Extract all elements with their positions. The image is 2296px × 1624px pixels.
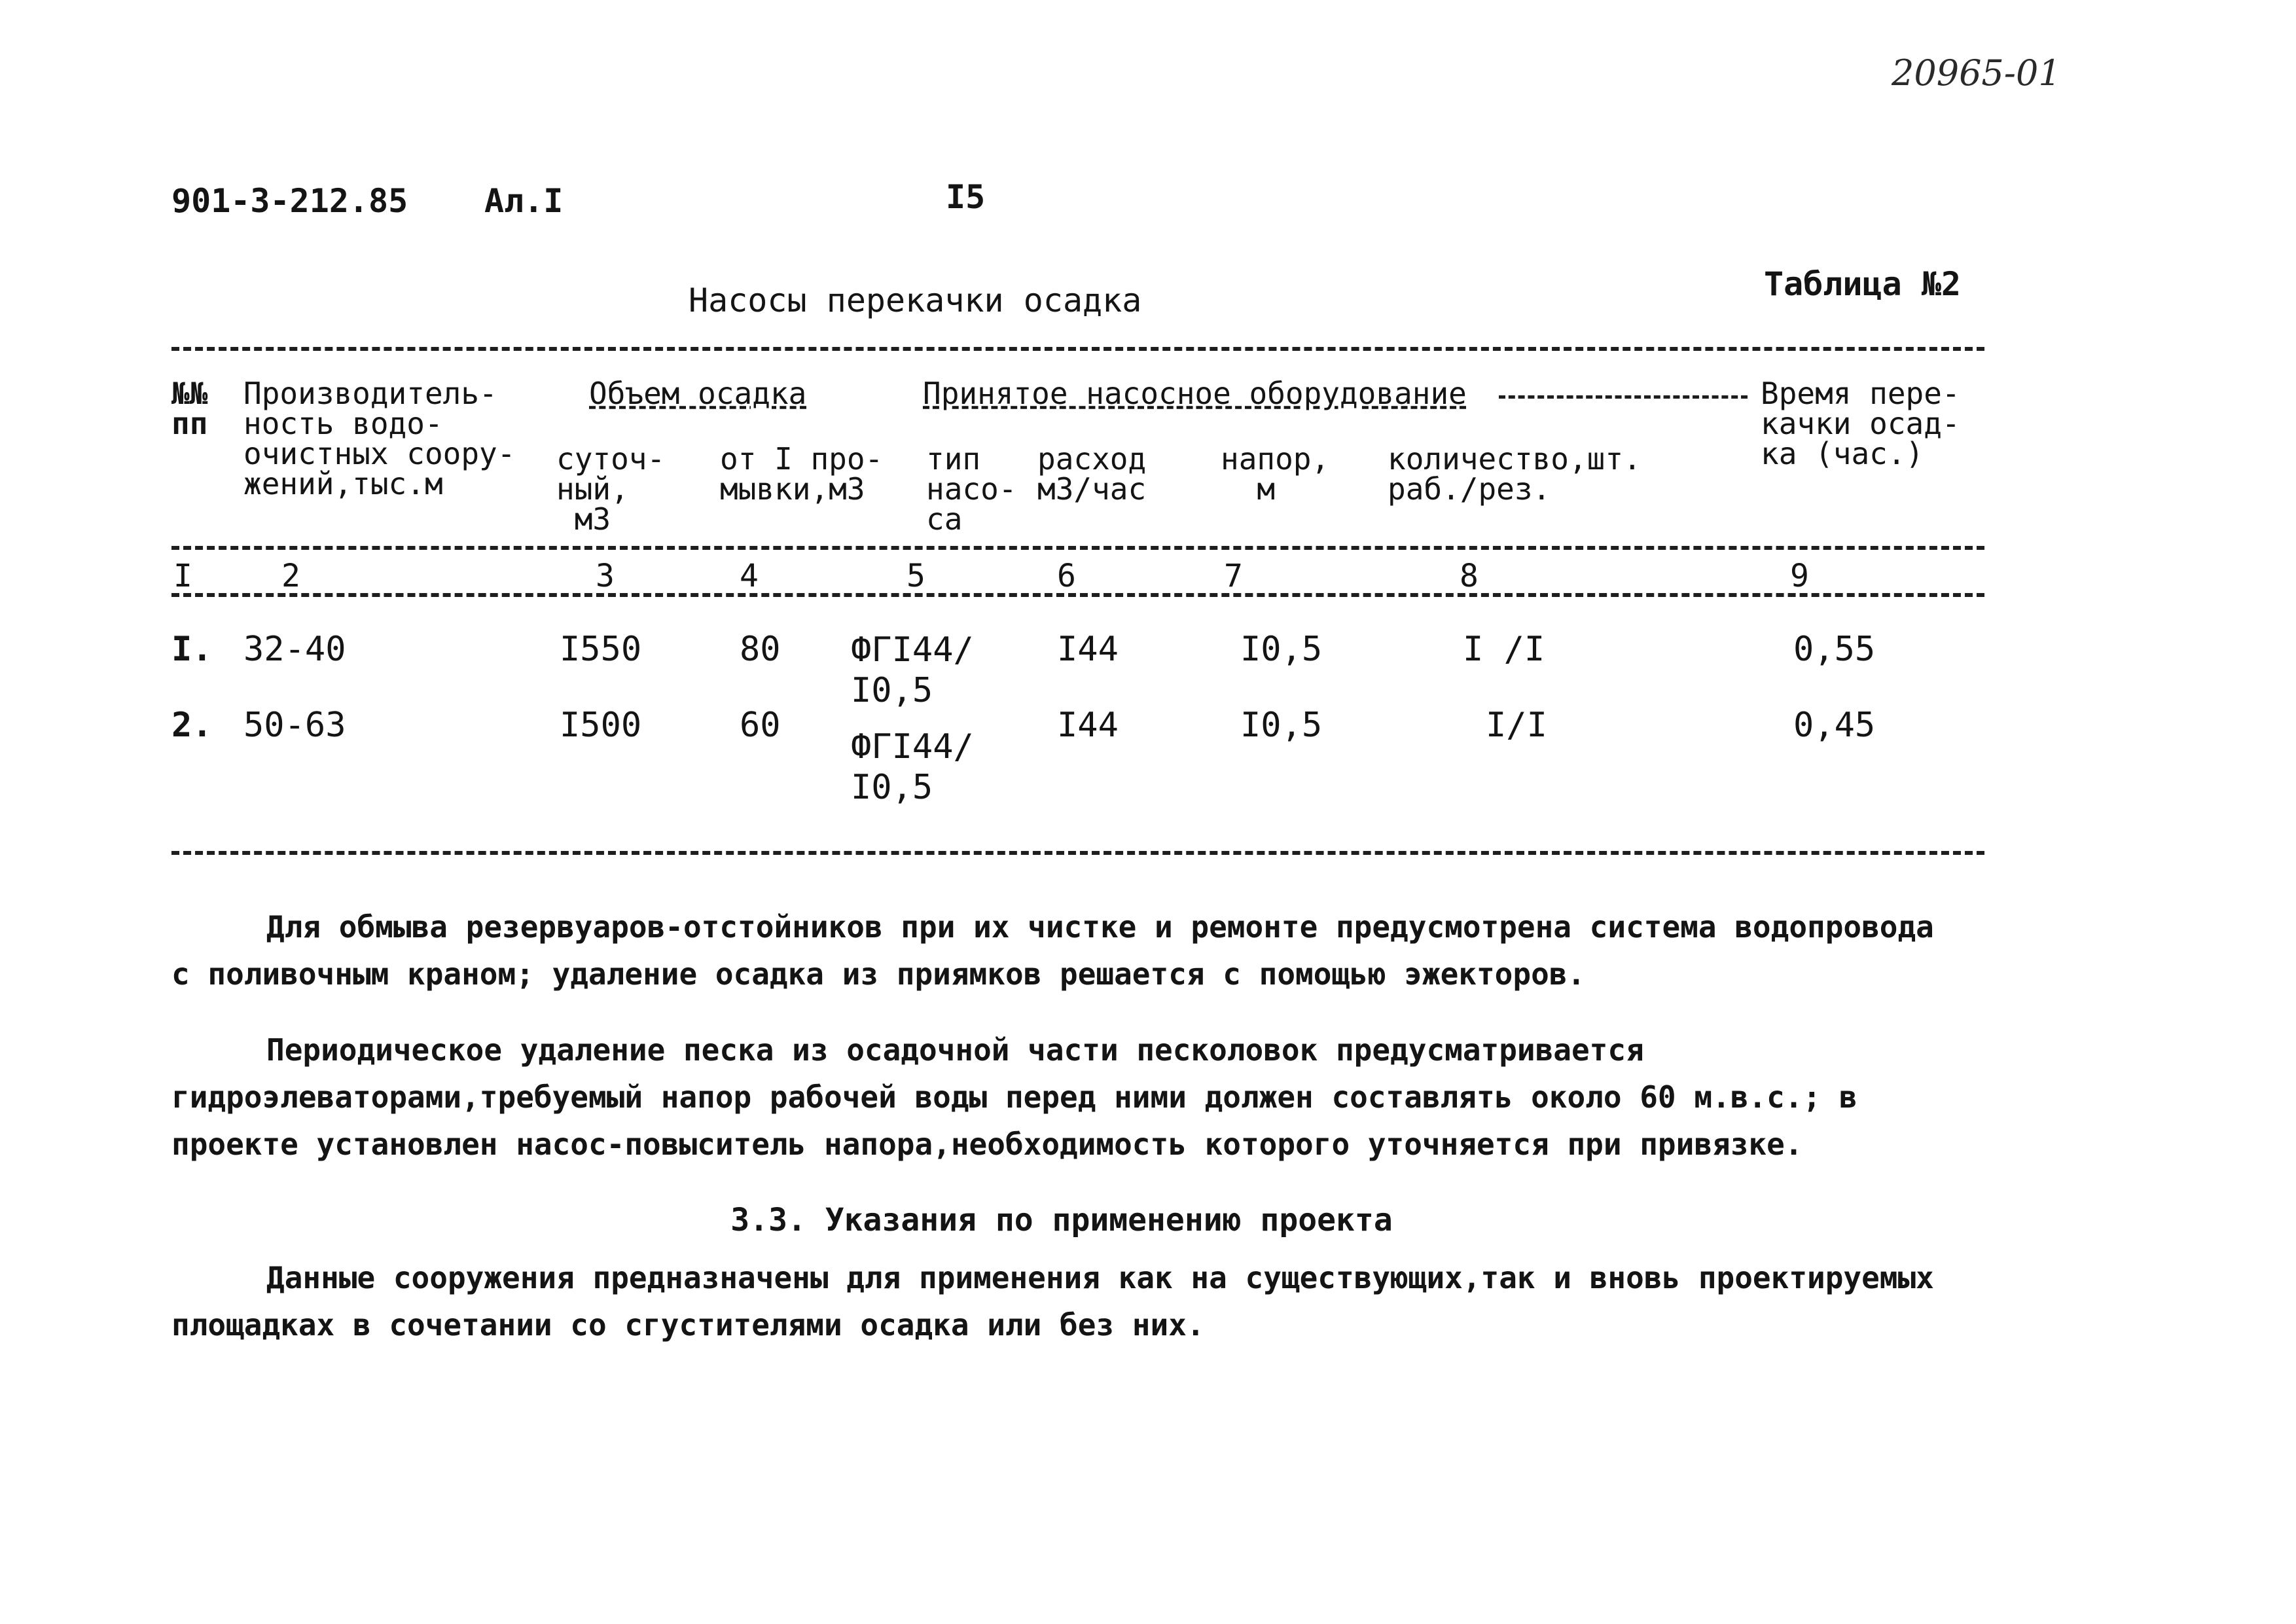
column-number-7: 7 xyxy=(1224,558,1243,594)
cell-pump-type: ФГI44/ I0,5 xyxy=(851,630,974,710)
cell-wash-volume: 60 xyxy=(740,706,781,745)
section-text: Данные сооружения предназначены для применения как на существующих,так и вновь проектируемых площадках в сочетании со сгустителями осадка или без них. xyxy=(171,1260,1934,1343)
header-wash-volume: от I про- мывки,м3 xyxy=(720,441,884,507)
column-number-9: 9 xyxy=(1790,558,1809,594)
cell-quantity: I/I xyxy=(1486,706,1547,745)
cell-flow-rate: I44 xyxy=(1057,630,1119,669)
cell-wash-volume: 80 xyxy=(740,630,781,669)
header-pump-type: тип насо- са xyxy=(926,441,1017,537)
cell-daily-volume: I500 xyxy=(560,706,642,745)
header-group-equipment-dashes xyxy=(1499,395,1748,399)
paragraph-sand-removal: Периодическое удаление песка из осадочной части песколовок предусматривается гидроэлеваторами,требуемый напор рабочей воды перед ними должен составлять около 60 м.в.с.; в проекте установлен насос-повыситель напора,необходимость которого уточняется при привязке. xyxy=(171,1032,1857,1162)
cell-pump-type: ФГI44/ I0,5 xyxy=(851,727,974,807)
cell-capacity: 32-40 xyxy=(243,630,346,669)
header-bottom-rule xyxy=(171,546,1984,550)
table-bottom-rule xyxy=(171,851,1984,855)
cell-daily-volume: I550 xyxy=(560,630,642,669)
cell-pressure: I0,5 xyxy=(1240,706,1323,745)
header-flow-rate: расход м3/час xyxy=(1037,441,1147,507)
header-transfer-time: Время пере- качки осад- ка (час.) xyxy=(1761,376,1960,471)
cell-quantity: I /I xyxy=(1463,630,1545,669)
document-number-handwritten: 20965-01 xyxy=(1892,52,2061,94)
header-pressure: напор, м xyxy=(1221,441,1330,507)
header-group-equipment: Принятое насосное оборудование xyxy=(923,376,1467,411)
column-number-8: 8 xyxy=(1460,558,1479,594)
column-number-1: I xyxy=(173,558,192,594)
row-number: I. xyxy=(171,630,213,669)
column-numbers-rule xyxy=(171,593,1984,597)
cell-flow-rate: I44 xyxy=(1057,706,1119,745)
column-number-2: 2 xyxy=(281,558,300,594)
table-top-rule xyxy=(171,347,1984,351)
header-daily-volume: суточ- ный, м3 xyxy=(556,441,666,537)
table-title: Насосы перекачки осадка xyxy=(689,281,1142,319)
column-number-6: 6 xyxy=(1057,558,1076,594)
cell-transfer-time: 0,45 xyxy=(1793,706,1876,745)
cell-pressure: I0,5 xyxy=(1240,630,1323,669)
header-quantity: количество,шт. раб./рез. xyxy=(1388,441,1641,507)
header-col-number: №№ пп xyxy=(171,376,208,441)
cell-capacity: 50-63 xyxy=(243,706,346,745)
column-number-5: 5 xyxy=(906,558,925,594)
document-code: 901-3-212.85 xyxy=(171,182,408,220)
section-heading: 3.3. Указания по применению проекта xyxy=(730,1202,1393,1238)
album-label: Ал.I xyxy=(484,182,564,220)
paragraph-washing: Для обмыва резервуаров-отстойников при их чистке и ремонте предусмотрена система водопровода с поливочным краном; удаление осадка из приямков решается с помощью эжекторов. xyxy=(171,909,1934,992)
column-number-3: 3 xyxy=(596,558,615,594)
row-number: 2. xyxy=(171,706,213,745)
table-label: Таблица №2 xyxy=(1764,265,1962,303)
header-capacity: Производитель- ность водо- очистных соору- жений,тыс.м xyxy=(243,376,516,501)
page-number: I5 xyxy=(946,178,986,216)
cell-transfer-time: 0,55 xyxy=(1793,630,1876,669)
header-group-volume: Объем осадка xyxy=(589,376,807,411)
column-number-4: 4 xyxy=(740,558,759,594)
